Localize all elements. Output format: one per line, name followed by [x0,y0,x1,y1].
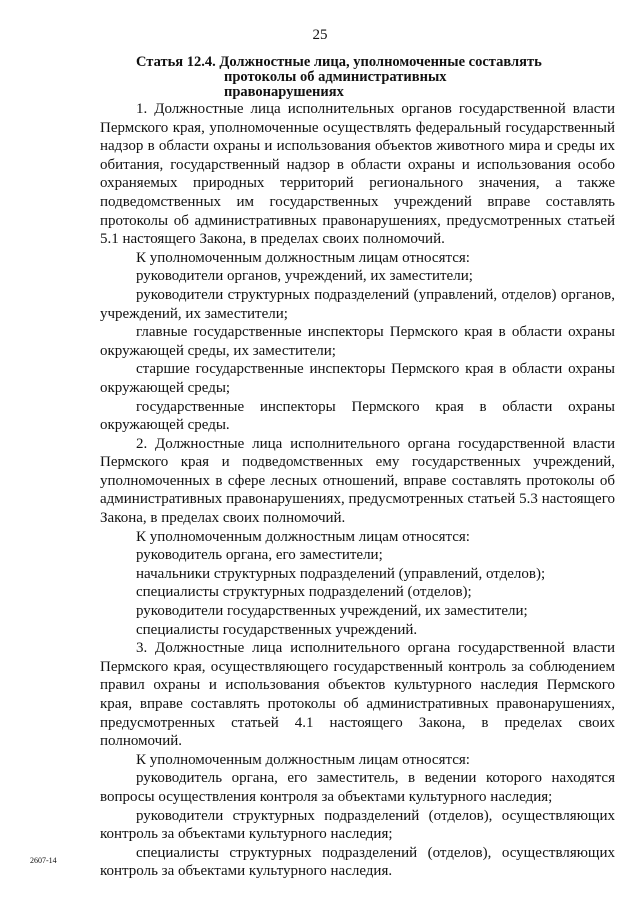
article-title [100,55,560,100]
article-title-line-1: Статья 12.4. Должностные лица, уполномоченные составлять [136,54,542,70]
page-number: 25 [312,27,328,43]
paragraph-part-3: 3. Должностные лица исполнительного органа государственной власти Пермского края, осуществляющего государственный контроль за соблюдением правил охраны и использования объектов культурного наследия Пермского края, вправе составлять протоколы об административных правонарушениях, предусмотренных статьей 4.1 настоящего Закона, в пределах своих полномочий. [100,640,615,750]
paragraph-officials-intro: К уполномоченным должностным лицам относятся: [136,528,470,545]
article-title-line-2: протоколы об административных правонарушениях [224,69,447,100]
list-item: руководитель органа, его заместители; [136,547,383,564]
paragraph-part-1: 1. Должностные лица исполнительных органов государственной власти Пермского края, уполномоченные осуществлять федеральный государственный надзор в области охраны и использования объектов животного мира и среды их обитания, государственный надзор в области охраны и использования особо охраняемых природных территорий регионального значения, а также подведомственных им государственных учреждений вправе составлять протоколы об административных правонарушениях, предусмотренных статьей 5.1 настоящего Закона, в пределах своих полномочий. [100,101,615,248]
list-item: руководители органов, учреждений, их заместители; [136,268,473,285]
list-item: специалисты структурных подразделений (отделов); [136,584,472,601]
list-item: руководители структурных подразделений (управлений, отделов) органов, учреждений, их заместители; [100,286,615,322]
document-code: 2607-14 [30,856,57,865]
list-item: главные государственные инспекторы Пермского края в области охраны окружающей среды, их заместители; [100,324,615,359]
article-body [100,100,615,881]
list-item: руководитель органа, его заместитель, в ведении которого находятся вопросы осуществления контроля за объектами культурного наследия; [100,770,615,805]
list-item: руководители государственных учреждений, их заместители; [136,603,528,620]
paragraph-officials-intro: К уполномоченным должностным лицам относятся: [136,249,470,266]
list-item: специалисты структурных подразделений (отделов), осуществляющих контроль за объектами культурного наследия. [100,844,615,880]
list-item: специалисты государственных учреждений. [136,621,418,638]
list-item: начальники структурных подразделений (управлений, отделов); [136,565,546,582]
list-item: руководители структурных подразделений (отделов), осуществляющих контроль за объектами культурного наследия; [100,807,615,843]
list-item: государственные инспекторы Пермского края в области охраны окружающей среды. [100,398,615,434]
paragraph-officials-intro: К уполномоченным должностным лицам относятся: [136,751,470,768]
paragraph-part-2: 2. Должностные лица исполнительного органа государственной власти Пермского края и подведомственных ему государственных учреждений, уполномоченных в сфере лесных отношений, вправе составлять протоколы об административных правонарушениях, предусмотренных статьей 5.3 настоящего Закона, в пределах своих полномочий. [100,435,615,527]
list-item: старшие государственные инспекторы Пермского края в области охраны окружающей среды; [100,361,615,396]
